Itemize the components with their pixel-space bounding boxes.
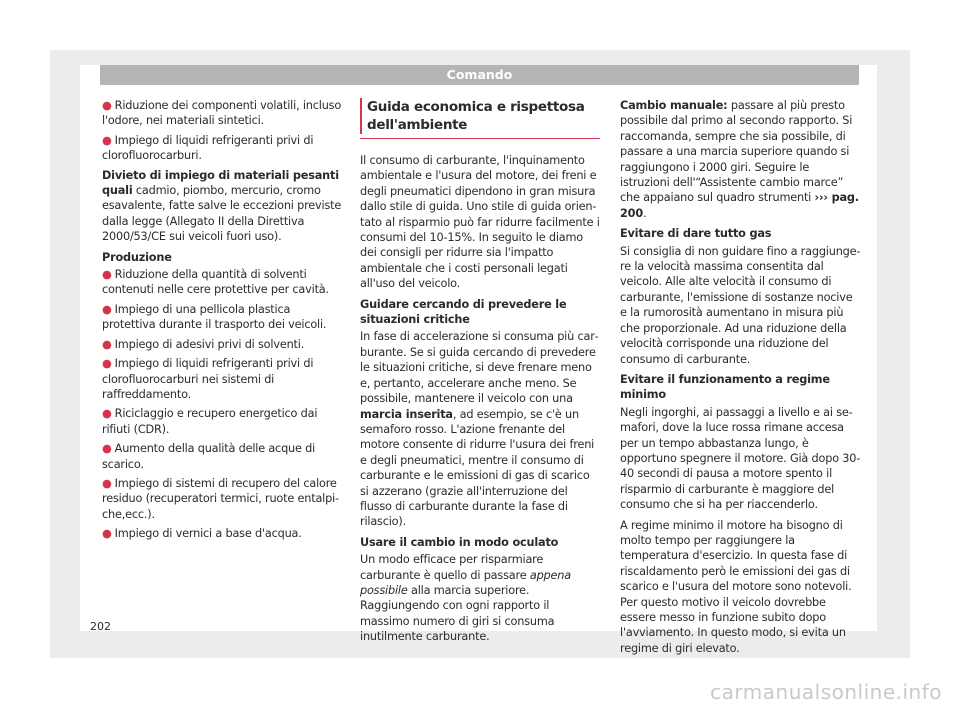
subheading: Guidare cercando di prevedere le situazioni critiche — [360, 297, 567, 327]
page-reference-link[interactable]: ››› pag. 200 — [620, 191, 859, 220]
list-item: ● Riciclaggio e recupero energetico dai rifiuti (CDR). — [102, 407, 318, 436]
subheading: Evitare di dare tutto gas — [620, 227, 772, 241]
bullet-icon: ● — [102, 357, 112, 371]
list-item: ● Impiego di liquidi refrigeranti privi di clorofluorocarburi. — [102, 133, 314, 163]
list-item: ● Riduzione dei componenti volatili, incluso l'odore, nei materiali sintetici. — [102, 99, 342, 128]
chapter-header: Comando — [100, 65, 859, 85]
subheading: Usare il cambio in modo oculato — [360, 535, 559, 549]
list-item: ● Aumento della qualità delle acque di scarico. — [102, 442, 316, 471]
bullet-icon: ● — [102, 268, 112, 282]
bullet-icon: ● — [102, 302, 112, 316]
paragraph: Il consumo di carburante, l'inquinamento ambientale e l'usura del motore, dei freni e degli pneumatici dipendono in gran misura dallo stile di guida. Uno stile di guida orientato al risparmio può far ridurre facilmente i consumi del 10-15%. In seguito le diamo dei consigli per ridurre sia l'impatto ambientale che i costi personali legati all'uso del veicolo. — [360, 154, 600, 291]
paragraph: In fase di accelerazione si consuma più carburante. Se si guida cercando di prevedere le situazioni critiche, si deve frenare meno e, pertanto, accelerare anche meno. Se possibile, mantenere il veicolo con una marcia inserita, ad esempio, se c'è un semaforo rosso. L'azione frenante del motore consente di ridurre l'usura dei freni e degli pneumatici, mentre il consumo di carburante e le emissioni di gas di scarico si azzerano (grazie all'interruzione del flusso di carburante durante la fase di rilascio). — [360, 330, 599, 529]
list-item: ● Impiego di adesivi privi di solventi. — [102, 337, 305, 351]
watermark: carmanualsonline.info — [710, 680, 942, 704]
paragraph: Negli ingorghi, ai passaggi a livello e ai semafori, dove la luce rossa rimane accesa per un tempo abbastanza lungo, è opportuno spegnere il motore. Già dopo 30-40 secondi di pausa a motore spento il risparmio di carburante è maggiore del consumo che si ha per riaccenderlo. — [620, 405, 861, 512]
paragraph: A regime minimo il motore ha bisogno di molto tempo per raggiungere la temperatura d'esercizio. In questa fase di riscaldamento però le emissioni dei gas di scarico e l'usura del motore sono notevoli. Per questo motivo il veicolo dovrebbe essere messo in funzione subito dopo l'avviamento. In questo modo, si evita un regime di giri elevato. — [620, 518, 852, 655]
section-title: Guida economica e rispettosa dell'ambiente — [360, 98, 601, 134]
section-heading-produzione: Produzione — [102, 250, 172, 264]
bullet-icon: ● — [102, 442, 112, 456]
column-middle — [360, 98, 601, 650]
paragraph: Divieto di impiego di materiali pesanti quali cadmio, piombo, mercurio, cromo esavalente, fatte salve le eccezioni previste dalla legge (Allegato II della Direttiva 2000/53/CE sui veicoli fuori uso). — [102, 168, 342, 244]
bullet-icon: ● — [102, 133, 112, 147]
column-left — [102, 98, 343, 546]
paragraph: Un modo efficace per risparmiare carburante è quello di passare appena possibile alla marcia superiore. Raggiungendo con ogni rapporto il massimo numero di giri si consuma inutilmente carburante. — [360, 553, 571, 644]
bullet-icon: ● — [102, 407, 112, 421]
list-item: ● Impiego di liquidi refrigeranti privi di clorofluorocarburi nei sistemi di raffreddamento. — [102, 357, 314, 401]
list-item: ● Impiego di vernici a base d'acqua. — [102, 527, 302, 541]
bullet-icon: ● — [102, 476, 112, 490]
list-item: ● Impiego di una pellicola plastica protettiva durante il trasporto dei veicoli. — [102, 302, 327, 332]
bullet-icon: ● — [102, 527, 112, 541]
bullet-icon: ● — [102, 337, 112, 351]
column-right — [620, 98, 861, 661]
page-number: 202 — [90, 620, 111, 633]
list-item: ● Impiego di sistemi di recupero del calore residuo (recuperatori termici, ruote entalpiche,ecc.). — [102, 476, 340, 521]
paragraph: Cambio manuale: passare al più presto possibile dal primo al secondo rapporto. Si raccomanda, sempre che sia possibile, di passare a una marcia superiore quando si raggiungono i 2000 giri. Seguire le istruzioni dell'“Assistente cambio marce” che appaiano sul quadro strumenti ››› pag. 200. — [620, 99, 859, 220]
subheading: Evitare il funzionamento a regime minimo — [620, 372, 830, 402]
bullet-icon: ● — [102, 99, 112, 112]
list-item: ● Riduzione della quantità di solventi contenuti nelle cere protettive per cavità. — [102, 268, 329, 297]
paragraph: Si consiglia di non guidare fino a raggiungere la velocità massima consentita dal veicolo. Alle alte velocità il consumo di carburante, l'emissione di sostanze nocive e la rumorosità aumentano in misura più che proporzionale. Ad una riduzione della velocità corrisponde una riduzione del consumo di carburante. — [620, 244, 861, 366]
title-divider — [360, 138, 600, 139]
